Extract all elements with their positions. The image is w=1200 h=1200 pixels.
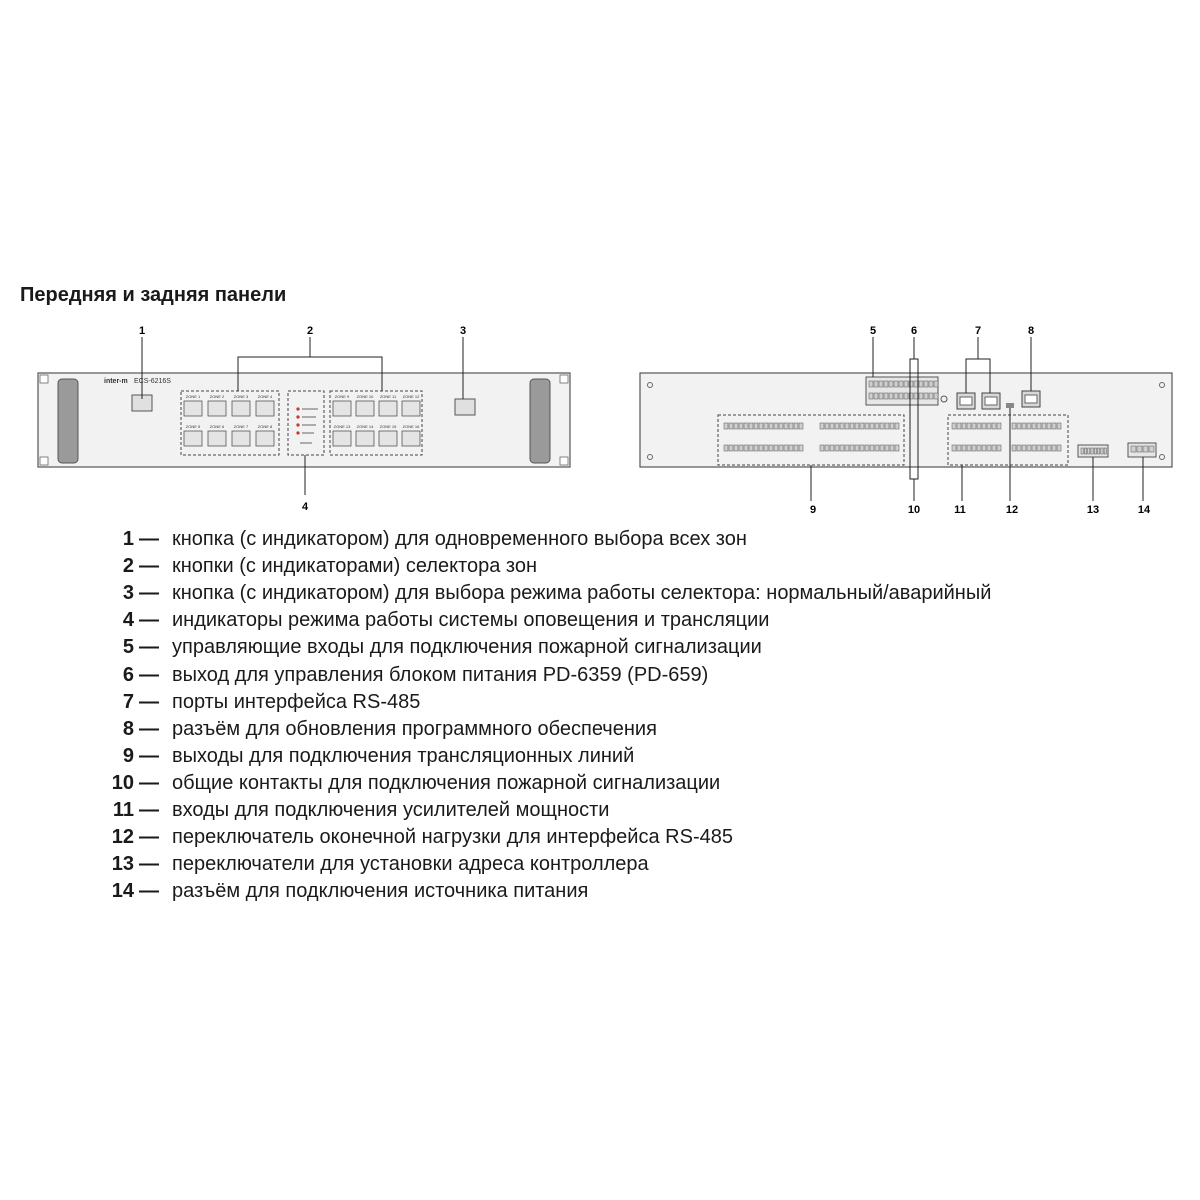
zone-left-label-4: ZONE 4 xyxy=(257,394,273,399)
amp-input-pin xyxy=(1037,445,1041,451)
amp-input-pin xyxy=(957,445,961,451)
legend-text: разъём для обновления программного обеспечения xyxy=(172,717,657,740)
amp-input-pin xyxy=(1052,423,1056,429)
zone-left-label-2: ZONE 2 xyxy=(209,394,225,399)
callout-2: 2 xyxy=(306,325,314,337)
zone-right-label-3: ZONE 11 xyxy=(379,394,397,399)
dip-pin xyxy=(1088,448,1090,454)
control-input-pin xyxy=(929,393,933,399)
brand-label: inter-m xyxy=(104,378,128,385)
speaker-output-pin xyxy=(890,445,894,451)
control-input-pin xyxy=(889,381,893,387)
control-input-pin xyxy=(869,393,873,399)
speaker-output-pin xyxy=(830,445,834,451)
legend-number: 3 xyxy=(122,582,134,605)
speaker-output-pin xyxy=(845,445,849,451)
legend-number: 14 xyxy=(111,880,134,903)
speaker-output-pin xyxy=(880,423,884,429)
amp-input-pin xyxy=(1052,445,1056,451)
speaker-output-pin xyxy=(840,445,844,451)
speaker-output-pin xyxy=(799,423,803,429)
front-panel xyxy=(38,325,570,513)
dip-pin xyxy=(1094,448,1096,454)
control-input-pin xyxy=(884,381,888,387)
zone-right-button-7[interactable] xyxy=(379,431,397,446)
zone-left-button-8[interactable] xyxy=(256,431,274,446)
zone-right-button-1[interactable] xyxy=(333,401,351,416)
speaker-output-pin xyxy=(825,423,829,429)
zone-left-button-6[interactable] xyxy=(208,431,226,446)
speaker-output-pin xyxy=(769,423,773,429)
control-input-pin xyxy=(904,381,908,387)
speaker-output-pin xyxy=(789,423,793,429)
legend-text: разъём для подключения источника питания xyxy=(172,880,589,903)
speaker-output-pin xyxy=(784,445,788,451)
zone-left-label-8: ZONE 8 xyxy=(257,424,273,429)
speaker-output-pin xyxy=(895,445,899,451)
termination-switch xyxy=(1006,403,1014,408)
amp-input-pin xyxy=(952,445,956,451)
control-input-pin xyxy=(879,393,883,399)
power-pin-pin xyxy=(1143,446,1148,452)
dip-pin xyxy=(1101,448,1103,454)
amp-input-pin xyxy=(962,423,966,429)
speaker-output-pin xyxy=(774,423,778,429)
callout-13: 13 xyxy=(1086,504,1100,516)
zone-right-label-4: ZONE 12 xyxy=(402,394,420,399)
amp-input-pin xyxy=(1037,423,1041,429)
amp-input-pin xyxy=(997,445,1001,451)
zone-right-button-8[interactable] xyxy=(402,431,420,446)
control-input-pin xyxy=(884,393,888,399)
legend-number: 2 xyxy=(122,555,134,578)
zone-left-button-3[interactable] xyxy=(232,401,250,416)
callout-14: 14 xyxy=(1137,504,1151,516)
dip-pin xyxy=(1098,448,1100,454)
legend-dash: — xyxy=(139,826,159,849)
control-input-pin xyxy=(934,393,938,399)
zone-right-label-6: ZONE 14 xyxy=(356,424,374,429)
legend-text: выход для управления блоком питания PD-6359 (PD-659) xyxy=(172,663,709,686)
legend-dash: — xyxy=(139,717,159,740)
callout-9: 9 xyxy=(809,504,817,516)
callout-4: 4 xyxy=(301,501,309,513)
speaker-output-pin xyxy=(845,423,849,429)
speaker-output-pin xyxy=(830,423,834,429)
legend-dash: — xyxy=(139,582,159,605)
amp-input-pin xyxy=(957,423,961,429)
zone-left-label-1: ZONE 1 xyxy=(185,394,201,399)
legend-text: общие контакты для подключения пожарной сигнализации xyxy=(172,771,721,794)
legend-text: переключатели для установки адреса контроллера xyxy=(172,853,649,876)
control-input-pin xyxy=(904,393,908,399)
amp-input-pin xyxy=(1027,423,1031,429)
legend-number: 12 xyxy=(111,826,134,849)
zone-right-label-5: ZONE 13 xyxy=(333,424,351,429)
speaker-output-pin xyxy=(734,423,738,429)
callout-1: 1 xyxy=(138,325,146,337)
model-label: ECS-6216S xyxy=(134,378,171,385)
legend-dash: — xyxy=(139,663,159,686)
amp-input-pin xyxy=(1012,445,1016,451)
speaker-output-pin xyxy=(779,445,783,451)
callout-5: 5 xyxy=(869,325,877,337)
legend-text: порты интерфейса RS-485 xyxy=(172,690,421,713)
zone-right-label-2: ZONE 10 xyxy=(356,394,374,399)
zone-left-label-7: ZONE 7 xyxy=(233,424,249,429)
dip-pin xyxy=(1084,448,1086,454)
legend-number: 11 xyxy=(112,799,134,821)
amp-input-pin xyxy=(952,423,956,429)
speaker-output-pin xyxy=(870,445,874,451)
legend-dash: — xyxy=(139,528,159,550)
amp-input-pin xyxy=(982,445,986,451)
legend-number: 13 xyxy=(111,853,134,876)
zone-left-button-1[interactable] xyxy=(184,401,202,416)
speaker-output-pin xyxy=(739,423,743,429)
amp-input-pin xyxy=(1027,445,1031,451)
legend-dash: — xyxy=(139,853,159,876)
legend-number: 5 xyxy=(122,636,134,659)
speaker-output-pin xyxy=(754,445,758,451)
zone-left-button-5[interactable] xyxy=(184,431,202,446)
control-input-pin xyxy=(914,381,918,387)
power-pin-pin xyxy=(1131,446,1136,452)
zone-left-label-3: ZONE 3 xyxy=(233,394,249,399)
zone-right-button-4[interactable] xyxy=(402,401,420,416)
speaker-output-pin xyxy=(880,445,884,451)
speaker-output-pin xyxy=(724,445,728,451)
speaker-output-pin xyxy=(890,423,894,429)
zone-right-label-1: ZONE 9 xyxy=(334,394,350,399)
control-input-pin xyxy=(894,393,898,399)
legend-number: 8 xyxy=(122,717,134,740)
legend-number: 1 xyxy=(122,528,134,550)
amp-input-pin xyxy=(977,445,981,451)
legend-text: выходы для подключения трансляционных линий xyxy=(172,744,635,767)
control-input-pin xyxy=(874,393,878,399)
speaker-output-pin xyxy=(749,445,753,451)
speaker-output-pin xyxy=(764,445,768,451)
legend-number: 4 xyxy=(122,609,134,632)
speaker-output-pin xyxy=(759,423,763,429)
power-pin-pin xyxy=(1137,446,1142,452)
dip-pin xyxy=(1091,448,1093,454)
callout-11: 11 xyxy=(954,504,966,516)
legend-text: входы для подключения усилителей мощности xyxy=(172,799,610,821)
speaker-output-pin xyxy=(794,445,798,451)
amp-input-pin xyxy=(967,445,971,451)
dip-pin xyxy=(1081,448,1083,454)
speaker-output-pin xyxy=(794,423,798,429)
speaker-output-pin xyxy=(759,445,763,451)
speaker-output-pin xyxy=(764,423,768,429)
speaker-output-pin xyxy=(789,445,793,451)
amp-input-pin xyxy=(1017,445,1021,451)
zone-right-button-6[interactable] xyxy=(356,431,374,446)
amp-input-pin xyxy=(1042,423,1046,429)
amp-input-pin xyxy=(1057,445,1061,451)
control-input-pin xyxy=(924,381,928,387)
legend-number: 10 xyxy=(111,771,134,794)
speaker-output-pin xyxy=(744,445,748,451)
legend-dash: — xyxy=(139,609,159,632)
amp-input-pin xyxy=(992,423,996,429)
amp-input-pin xyxy=(1042,445,1046,451)
speaker-output-pin xyxy=(855,423,859,429)
amp-input-pin xyxy=(977,423,981,429)
speaker-output-pin xyxy=(835,423,839,429)
legend-dash: — xyxy=(139,880,159,903)
zone-right-button-3[interactable] xyxy=(379,401,397,416)
amp-input-pin xyxy=(987,423,991,429)
speaker-output-pin xyxy=(729,445,733,451)
legend-number: 9 xyxy=(122,744,134,767)
page-title: Передняя и задняя панели xyxy=(20,284,287,306)
speaker-output-pin xyxy=(734,445,738,451)
speaker-output-pin xyxy=(850,445,854,451)
amp-input-pin xyxy=(992,445,996,451)
amp-input-pin xyxy=(1022,423,1026,429)
zone-left-label-5: ZONE 5 xyxy=(185,424,201,429)
zone-left-button-7[interactable] xyxy=(232,431,250,446)
zone-left-button-4[interactable] xyxy=(256,401,274,416)
legend-text: кнопки (с индикаторами) селектора зон xyxy=(172,555,538,578)
speaker-output-pin xyxy=(860,445,864,451)
legend-dash: — xyxy=(139,636,159,659)
callout-12: 12 xyxy=(1005,504,1019,516)
legend-dash: — xyxy=(139,744,159,767)
power-pin-pin xyxy=(1149,446,1154,452)
control-input-pin xyxy=(874,381,878,387)
speaker-output-pin xyxy=(835,445,839,451)
legend-number: 6 xyxy=(122,663,134,686)
speaker-output-pin xyxy=(769,445,773,451)
legend-text: индикаторы режима работы системы оповещения и трансляции xyxy=(172,609,770,632)
amp-input-pin xyxy=(987,445,991,451)
zone-left-label-6: ZONE 6 xyxy=(209,424,225,429)
legend-text: переключатель оконечной нагрузки для интерфейса RS-485 xyxy=(172,826,733,849)
amp-input-pin xyxy=(1047,423,1051,429)
control-input-pin xyxy=(924,393,928,399)
zone-right-label-8: ZONE 16 xyxy=(402,424,420,429)
legend-text: кнопка (с индикатором) для одновременного выбора всех зон xyxy=(172,528,747,550)
amp-input-pin xyxy=(1017,423,1021,429)
control-input-pin xyxy=(894,381,898,387)
amp-input-pin xyxy=(967,423,971,429)
speaker-output-pin xyxy=(784,423,788,429)
amp-input-pin xyxy=(1032,423,1036,429)
amp-input-pin xyxy=(972,423,976,429)
speaker-output-pin xyxy=(875,445,879,451)
speaker-output-pin xyxy=(895,423,899,429)
amp-input-pin xyxy=(997,423,1001,429)
legend-number: 7 xyxy=(122,690,134,713)
callout-10: 10 xyxy=(907,504,921,516)
rear-panel xyxy=(640,325,1172,516)
control-input-pin xyxy=(934,381,938,387)
control-input-pin xyxy=(869,381,873,387)
amp-input-pin xyxy=(1047,445,1051,451)
speaker-output-pin xyxy=(774,445,778,451)
speaker-output-pin xyxy=(724,423,728,429)
legend-dash: — xyxy=(139,555,159,578)
callout-8: 8 xyxy=(1027,325,1035,337)
zone-right-button-2[interactable] xyxy=(356,401,374,416)
legend-dash: — xyxy=(139,690,159,713)
zone-left-button-2[interactable] xyxy=(208,401,226,416)
mode-select-button[interactable] xyxy=(455,399,475,415)
speaker-output-pin xyxy=(865,423,869,429)
speaker-output-pin xyxy=(820,423,824,429)
amp-input-pin xyxy=(1032,445,1036,451)
speaker-output-pin xyxy=(749,423,753,429)
speaker-output-pin xyxy=(875,423,879,429)
callout-3: 3 xyxy=(459,325,467,337)
amp-input-pin xyxy=(972,445,976,451)
speaker-output-pin xyxy=(739,445,743,451)
amp-input-pin xyxy=(1012,423,1016,429)
speaker-output-pin xyxy=(744,423,748,429)
amp-input-pin xyxy=(1057,423,1061,429)
speaker-output-pin xyxy=(865,445,869,451)
speaker-output-pin xyxy=(779,423,783,429)
control-input-pin xyxy=(899,393,903,399)
legend-text: управляющие входы для подключения пожарной сигнализации xyxy=(172,636,762,659)
control-input-pin xyxy=(899,381,903,387)
speaker-output-pin xyxy=(870,423,874,429)
legend-dash: — xyxy=(139,771,159,794)
callout-6: 6 xyxy=(910,325,918,337)
speaker-output-pin xyxy=(860,423,864,429)
amp-input-pin xyxy=(962,445,966,451)
control-input-pin xyxy=(889,393,893,399)
speaker-output-pin xyxy=(840,423,844,429)
speaker-output-pin xyxy=(885,445,889,451)
speaker-output-pin xyxy=(885,423,889,429)
panels-diagram xyxy=(0,315,1200,525)
control-input-pin xyxy=(919,393,923,399)
dip-pin xyxy=(1104,448,1106,454)
amp-input-pin xyxy=(1022,445,1026,451)
control-input-pin xyxy=(879,381,883,387)
zone-right-button-5[interactable] xyxy=(333,431,351,446)
legend-dash: — xyxy=(139,799,159,821)
speaker-output-pin xyxy=(820,445,824,451)
control-input-pin xyxy=(919,381,923,387)
speaker-output-pin xyxy=(799,445,803,451)
amp-input-pin xyxy=(982,423,986,429)
speaker-output-pin xyxy=(754,423,758,429)
zone-right-label-7: ZONE 15 xyxy=(379,424,397,429)
speaker-output-pin xyxy=(850,423,854,429)
speaker-output-pin xyxy=(729,423,733,429)
control-input-pin xyxy=(914,393,918,399)
control-input-pin xyxy=(929,381,933,387)
speaker-output-pin xyxy=(855,445,859,451)
speaker-output-pin xyxy=(825,445,829,451)
legend-text: кнопка (с индикатором) для выбора режима работы селектора: нормальный/аварийный xyxy=(172,582,992,605)
callout-7: 7 xyxy=(974,325,982,337)
